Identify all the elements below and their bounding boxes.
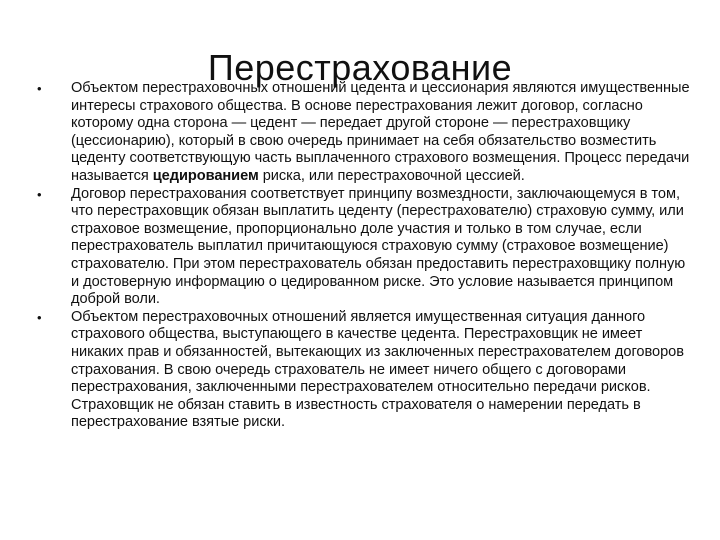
bullet-list — [35, 80, 690, 432]
slide-title: Перестрахование — [207, 47, 513, 89]
bullet-1-bold-term: цедированием — [152, 167, 259, 184]
bullet-item-2 — [35, 186, 690, 309]
bullet-dot-icon: • — [37, 81, 42, 96]
bullet-1-text-end: риска, или перестраховочной цессией. — [258, 167, 525, 184]
bullet-dot-icon: • — [37, 186, 42, 202]
bullet-item-3 — [35, 309, 690, 432]
bullet-3-text: Объектом перестраховочных отношений является имущественная ситуация данного страхового общества, выступающего в качестве цедента. Перестраховщик не имеет никаких прав и обязанностей, вытекающих из заключенных перестрахователем договоров страхования. В свою очередь страхователь не имеет ничего общего с договорами перестрахования, заключенными перестрахователем относительно передачи рисков. Страховщик не обязан ставить в известность страхователя о намерении передать в перестрахование взятые риски. — [71, 308, 684, 431]
bullet-1-text-start: Объектом перестраховочных отношений цедента и цессионария являются имущественные интересы страхового общества. В основе перестрахования лежит договор, согласно которому одна сторона — цедент — передает другой стороне — перестраховщику (цессионарию), который в свою очередь принимает на себя обязательство возместить цеденту соответствующую часть выплаченного страхового возмещения. Процесс передачи называется — [71, 80, 690, 184]
bullet-dot-icon: • — [37, 309, 42, 325]
bullet-2-text: Договор перестрахования соответствует принципу возмездности, заключающемуся в том, что перестраховщик обязан выплатить цеденту (перестрахователю) страховую сумму, или страховое возмещение, пропорционально доле участия и только в том случае, если перестрахователь выплатил причитающуюся страховую сумму (страховое возмещение) страхователю. При этом перестрахователь обязан предоставить перестраховщику полную и достоверную информацию о цедированном риске. Это условие называется принципом доброй воли. — [71, 185, 686, 308]
bullet-item-1 — [35, 80, 690, 186]
